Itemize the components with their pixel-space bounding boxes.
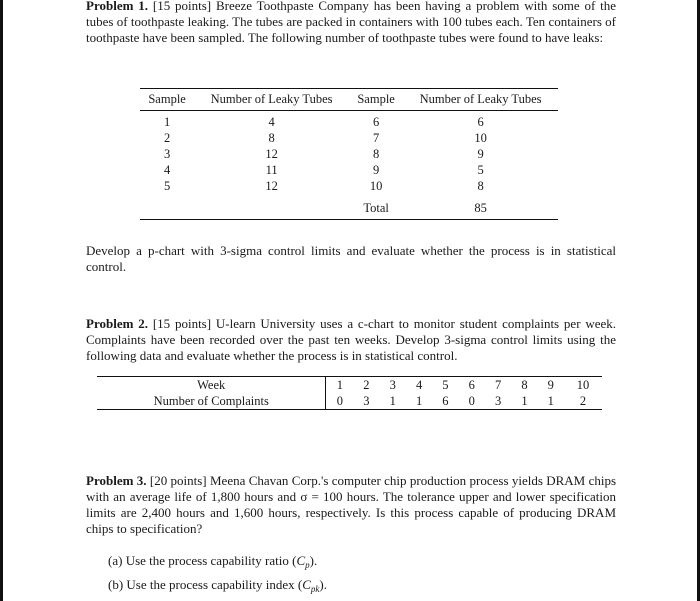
cell: 12	[265, 179, 278, 193]
cell: 4	[406, 377, 432, 394]
header-leaky-1: Number of Leaky Tubes	[194, 89, 349, 111]
item-subscript: p	[305, 560, 310, 570]
item-text: Use the process capability ratio (	[125, 553, 297, 568]
problem2-text: U-learn University uses a c-chart to monitor student complaints per week. Complaints have been recorded over the past ten weeks. Develop 3-sigma control limits using the following data and evaluate whether the process is in statistical control.	[86, 316, 617, 363]
total-value: 85	[403, 194, 558, 220]
item-symbol: C	[302, 577, 311, 592]
week-row	[97, 377, 602, 394]
list-item	[108, 551, 327, 575]
list-item	[108, 575, 327, 599]
cell: 10	[564, 377, 602, 394]
problem2-heading: Problem 2.	[86, 316, 148, 331]
problem2-points: [15 points]	[152, 316, 212, 331]
cell: 8	[511, 377, 537, 394]
cell: 5	[432, 377, 458, 394]
cell: 2	[564, 393, 602, 410]
cell: 6	[432, 393, 458, 410]
week-label: Week	[97, 377, 326, 394]
problem1-task: Develop a p-chart with 3-sigma control limits and evaluate whether the process is in statistical control.	[86, 243, 616, 274]
cell: 5	[163, 179, 171, 193]
cell: 8	[372, 147, 380, 161]
cell: 2	[353, 377, 379, 394]
cell: 9	[538, 377, 564, 394]
item-text: Use the process capability index (	[126, 577, 303, 592]
table-row	[140, 111, 558, 131]
cell: 1	[538, 393, 564, 410]
table-row	[140, 130, 558, 146]
cell: 7	[485, 377, 511, 394]
total-row	[140, 194, 558, 220]
cell: 8	[477, 179, 484, 193]
item-subscript: pk	[310, 584, 320, 594]
problem1-text: Breeze Toothpaste Company has been having a problem with some of the tubes of toothpaste leaking. The tubes are packed in containers with 100 tubes each. Ten containers of toothpaste have been sampled. The following number of toothpaste tubes were found to have leaks:	[86, 0, 617, 45]
table-header-row	[140, 89, 558, 111]
item-symbol: C	[296, 553, 306, 568]
cell: 0	[459, 393, 485, 410]
cell: 5	[477, 163, 484, 177]
cell: 10	[474, 131, 487, 145]
cell: 1	[163, 115, 171, 129]
cell: 11	[265, 163, 278, 177]
cell: 8	[268, 131, 275, 145]
item-label: (b)	[108, 577, 124, 592]
cell	[194, 194, 349, 220]
cell: 2	[163, 131, 171, 145]
cell: 1	[326, 377, 353, 394]
problem3-points: [20 points]	[149, 473, 207, 488]
cell: 10	[369, 179, 383, 193]
item-end: ).	[319, 577, 327, 592]
item-label: (a)	[108, 553, 123, 568]
cell: 6	[372, 115, 380, 129]
cell: 3	[163, 147, 171, 161]
leaky-tubes-table	[140, 88, 558, 220]
table-row	[140, 162, 558, 178]
complaints-table	[97, 376, 602, 410]
problem2-paragraph	[86, 316, 616, 364]
cell: 1	[406, 393, 432, 410]
cell: 9	[477, 147, 484, 161]
problem1-points: [15 points]	[152, 0, 212, 13]
cell: 4	[163, 163, 171, 177]
table-row	[140, 146, 558, 162]
header-sample-1: Sample	[140, 89, 194, 111]
cell: 1	[380, 393, 406, 410]
header-sample-2: Sample	[349, 89, 403, 111]
cell: 3	[485, 393, 511, 410]
cell: 9	[372, 163, 380, 177]
cell: 0	[326, 393, 353, 410]
problem1-heading: Problem 1.	[86, 0, 149, 13]
complaints-row	[97, 393, 602, 410]
table-row	[140, 178, 558, 194]
cell: 12	[265, 147, 278, 161]
problem3-paragraph	[86, 473, 616, 537]
cell: 6	[477, 115, 484, 129]
left-border	[0, 0, 3, 601]
cell: 4	[268, 115, 275, 129]
cell: 3	[380, 377, 406, 394]
problem3-heading: Problem 3.	[86, 473, 147, 488]
cell: 7	[372, 131, 380, 145]
problem3-items	[108, 551, 327, 599]
item-end: ).	[309, 553, 318, 568]
cell: 1	[511, 393, 537, 410]
problem1-paragraph	[86, 0, 616, 46]
problem3-text: Meena Chavan Corp.'s computer chip production process yields DRAM chips with an average life of 1,800 hours and σ = 100 hours. The tolerance upper and lower specification limits are 2,400 hours and 1,600 hours, respectively. Is this process capable of producing DRAM chips to specification?	[86, 473, 617, 536]
complaints-label: Number of Complaints	[97, 393, 326, 410]
cell	[140, 194, 194, 220]
header-leaky-2: Number of Leaky Tubes	[403, 89, 558, 111]
cell: 3	[353, 393, 379, 410]
cell: 6	[459, 377, 485, 394]
total-label: Total	[349, 194, 403, 220]
